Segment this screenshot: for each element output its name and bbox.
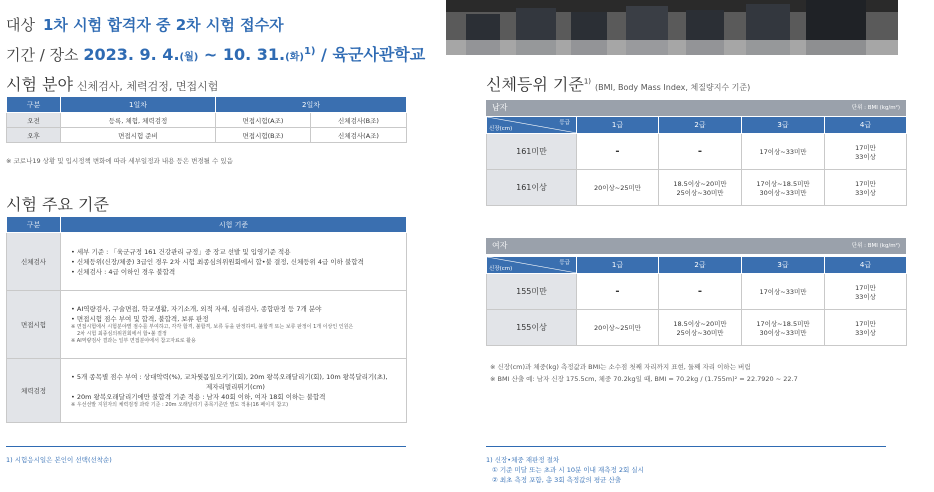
schedule-cell: 신체검사(A조)	[311, 128, 407, 143]
left-footnote: 1) 시험응시일은 본인이 선택(선착순)	[6, 456, 112, 464]
criteria-line: • 신체검사 : 4급 이하인 경우 불합격	[71, 267, 176, 276]
height-cell: 161이상	[487, 170, 577, 206]
criteria-content	[61, 233, 407, 291]
period-place: / 육군사관학교	[315, 45, 426, 64]
female-grade-table	[486, 256, 907, 346]
criteria-heading: 시험 주요 기준	[6, 195, 109, 214]
grade-cell-line: 33이상	[855, 292, 876, 301]
grade-cell	[825, 170, 907, 206]
period-day-start: (월)	[179, 52, 199, 63]
corner-grade-label: 등급	[559, 260, 570, 266]
criteria-table	[6, 216, 407, 423]
grade-cell-line: 30이상~33미만	[759, 188, 807, 197]
schedule-cell: 등록, 체험, 체력검정	[61, 113, 216, 128]
body-grade-title: 신체등위 기준	[486, 75, 584, 94]
schedule-cell: 면접시험(A조)	[216, 113, 311, 128]
target-label: 대상	[6, 16, 35, 34]
criteria-note: ※ AI역량검사 결과는 일부 면접분야에서 참고자료로 활용	[71, 338, 196, 344]
male-label: 남자	[492, 103, 508, 112]
criteria-header-category: 구분	[7, 217, 61, 233]
table-row	[487, 310, 907, 346]
body-grade-heading	[486, 72, 750, 95]
schedule-cell: 면접시험(B조)	[216, 128, 311, 143]
criteria-content	[61, 359, 407, 423]
right-footnote-title: 1) 신장•체중 재판정 절차	[486, 456, 560, 464]
grade-header-2: 2급	[659, 117, 742, 134]
table-row	[7, 359, 407, 423]
grade-header-row	[487, 257, 907, 274]
period-label: 기간 / 장소	[6, 46, 79, 64]
criteria-row-label: 면접시험	[7, 291, 61, 359]
schedule-cell: 신체검사(B조)	[311, 113, 407, 128]
right-footnote-item: ① 기준 미달 또는 초과 시 10분 이내 재측정 2회 실시	[492, 466, 644, 474]
cadet-photo	[446, 0, 898, 55]
criteria-line: • 세부 기준 : 「육군규정 161 건강관리 규정」중 장교 선발 및 입영기준 적용	[71, 247, 291, 256]
schedule-cell: 면접시험 준비	[61, 128, 216, 143]
grade-header-row	[487, 117, 907, 134]
criteria-note: ※ 우선선발 지원자의 체력검정 과락 기준 : 20m 오래달리기 종목기준만 별도 적용(16 페이지 참고)	[71, 402, 289, 408]
grade-corner-cell	[487, 257, 577, 274]
grade-cell: -	[577, 134, 659, 170]
grade-cell-line: 30이상~33미만	[759, 328, 807, 337]
grade-cell-line: 33이상	[855, 152, 876, 161]
criteria-line: • 5개 종목별 점수 부여 : 상대악력(%), 교차윗몸일으키기(회), 20m 왕복오래달리기(회), 10m 왕복달리기(초),	[71, 373, 388, 381]
exam-fields-subtitle: 신체검사, 체력검정, 면접시험	[76, 80, 219, 93]
schedule-table	[6, 96, 407, 143]
table-row	[487, 274, 907, 310]
right-footnote-item: ② 최초 측정 포함, 총 3회 측정값의 평균 산출	[492, 476, 622, 484]
height-cell: 161미만	[487, 134, 577, 170]
grade-header-4: 4급	[825, 117, 907, 134]
grade-cell: 20이상~25미만	[577, 170, 659, 206]
criteria-note: ※ 면접시험에서 시험분야별 점수를 부여하고, 각각 합격, 불합격, 보류 등을 판정하며, 불합격 또는 보류 판정이 1개 이상인 인원은	[71, 324, 354, 330]
grade-header-1: 1급	[577, 257, 659, 274]
grade-cell	[825, 134, 907, 170]
grade-header-4: 4급	[825, 257, 907, 274]
grade-header-3: 3급	[742, 117, 825, 134]
height-cell: 155미만	[487, 274, 577, 310]
criteria-note: 2차 시험 최종심의위원회에서 합•불 결정	[77, 331, 167, 337]
grade-cell: -	[577, 274, 659, 310]
height-cell: 155이상	[487, 310, 577, 346]
criteria-line: • 면접시험 점수 부여 및 합격, 불합격, 보류 판정	[71, 315, 209, 323]
period-footnote-mark: 1)	[303, 46, 316, 57]
grade-header-2: 2급	[659, 257, 742, 274]
grade-cell-line: 17이상~18.5미만	[756, 319, 810, 328]
period-date-end: 10. 31.	[222, 45, 286, 64]
grade-cell	[742, 310, 825, 346]
grade-cell: 17이상~33미만	[742, 274, 825, 310]
grade-cell: -	[659, 274, 742, 310]
unit-label: 단위 : BMI (kg/m²)	[851, 243, 900, 249]
target-line	[6, 14, 284, 35]
schedule-header-day1: 1일차	[61, 97, 216, 113]
period-tilde: ~	[198, 45, 223, 64]
male-section-bar	[486, 100, 906, 116]
body-grade-note: ※ 신장(cm)과 체중(kg) 측정값과 BMI는 소수점 첫째 자리까지 표현, 둘째 자리 이하는 버림	[490, 363, 751, 371]
criteria-line: • 신체등위(신장/체중) 3급인 경우 2차 시험 최종심의위원회에서 합•불 결정, 신체등위 4급 이하 불합격	[71, 257, 364, 266]
schedule-header-category: 구분	[7, 97, 61, 113]
grade-cell-line: 33이상	[855, 328, 876, 337]
grade-cell-line: 17미만	[855, 283, 876, 292]
corner-grade-label: 등급	[559, 120, 570, 126]
schedule-row-label: 오후	[7, 128, 61, 143]
corner-height-label: 신장(cm)	[489, 126, 513, 132]
period-day-end: (화)	[285, 52, 304, 63]
grade-cell: -	[659, 134, 742, 170]
photo-illustration	[446, 0, 898, 55]
female-section-bar	[486, 238, 906, 254]
exam-fields-heading	[6, 72, 218, 95]
table-row	[487, 134, 907, 170]
schedule-note: ※ 코로나19 상황 및 입시정책 변화에 따라 세부일정과 내용 등은 변경될 수 있음	[6, 157, 233, 165]
grade-header-3: 3급	[742, 257, 825, 274]
grade-cell-line: 18.5이상~20미만	[673, 319, 727, 328]
grade-cell-line: 17이상~18.5미만	[756, 179, 810, 188]
grade-cell-line: 17미만	[855, 319, 876, 328]
grade-cell-line: 25이상~30미만	[676, 188, 724, 197]
table-row	[7, 113, 407, 128]
footnote-divider	[6, 446, 406, 447]
table-row	[7, 128, 407, 143]
schedule-header-day2: 2일차	[216, 97, 407, 113]
male-grade-table	[486, 116, 907, 206]
criteria-line: • 20m 왕복오래달리기에만 불합격 기준 적용 : 남자 40회 이하, 여자 18회 이하는 불합격	[71, 393, 326, 401]
grade-header-1: 1급	[577, 117, 659, 134]
criteria-header-row	[7, 217, 407, 233]
criteria-row-label: 체력검정	[7, 359, 61, 423]
table-row	[7, 233, 407, 291]
body-grade-footnote-mark: 1)	[583, 77, 592, 86]
grade-cell	[659, 310, 742, 346]
target-value: 1차 시험 합격자 중 2차 시험 접수자	[42, 16, 284, 34]
period-date-start: 2023. 9. 4.	[83, 45, 180, 64]
grade-cell: 20이상~25미만	[577, 310, 659, 346]
grade-cell	[742, 170, 825, 206]
schedule-header-row	[7, 97, 407, 113]
grade-cell-line: 33이상	[855, 188, 876, 197]
grade-cell	[659, 170, 742, 206]
grade-cell-line: 17미만	[855, 143, 876, 152]
right-column	[480, 0, 934, 492]
grade-cell-line: 17미만	[855, 179, 876, 188]
body-grade-note: ※ BMI 산출 예: 남자 신장 175.5cm, 체중 70.2kg일 때, BMI = 70.2kg / (1.755m)² = 22.7920 ~ 22.7	[490, 375, 798, 383]
corner-height-label: 신장(cm)	[489, 266, 513, 272]
exam-fields-title: 시험 분야	[6, 75, 73, 94]
criteria-line: • AI역량검사, 구술면접, 학교생활, 자기소개, 외적 자세, 심리검사, 종합판정 등 7개 분야	[71, 305, 322, 313]
criteria-row-label: 신체검사	[7, 233, 61, 291]
criteria-header-standard: 시험 기준	[61, 217, 407, 233]
unit-label: 단위 : BMI (kg/m²)	[851, 105, 900, 111]
grade-cell	[825, 310, 907, 346]
criteria-content	[61, 291, 407, 359]
left-column	[0, 0, 426, 492]
grade-cell	[825, 274, 907, 310]
body-grade-subtitle: (BMI, Body Mass Index, 체질량지수 기준)	[595, 83, 751, 92]
female-label: 여자	[492, 241, 508, 250]
table-row	[7, 291, 407, 359]
grade-cell-line: 25이상~30미만	[676, 328, 724, 337]
period-line	[6, 42, 425, 65]
grade-cell: 17이상~33미만	[742, 134, 825, 170]
schedule-row-label: 오전	[7, 113, 61, 128]
grade-corner-cell	[487, 117, 577, 134]
criteria-line: 제자리멀리뛰기(cm)	[206, 383, 265, 391]
grade-cell-line: 18.5이상~20미만	[673, 179, 727, 188]
footnote-divider	[486, 446, 886, 447]
table-row	[487, 170, 907, 206]
